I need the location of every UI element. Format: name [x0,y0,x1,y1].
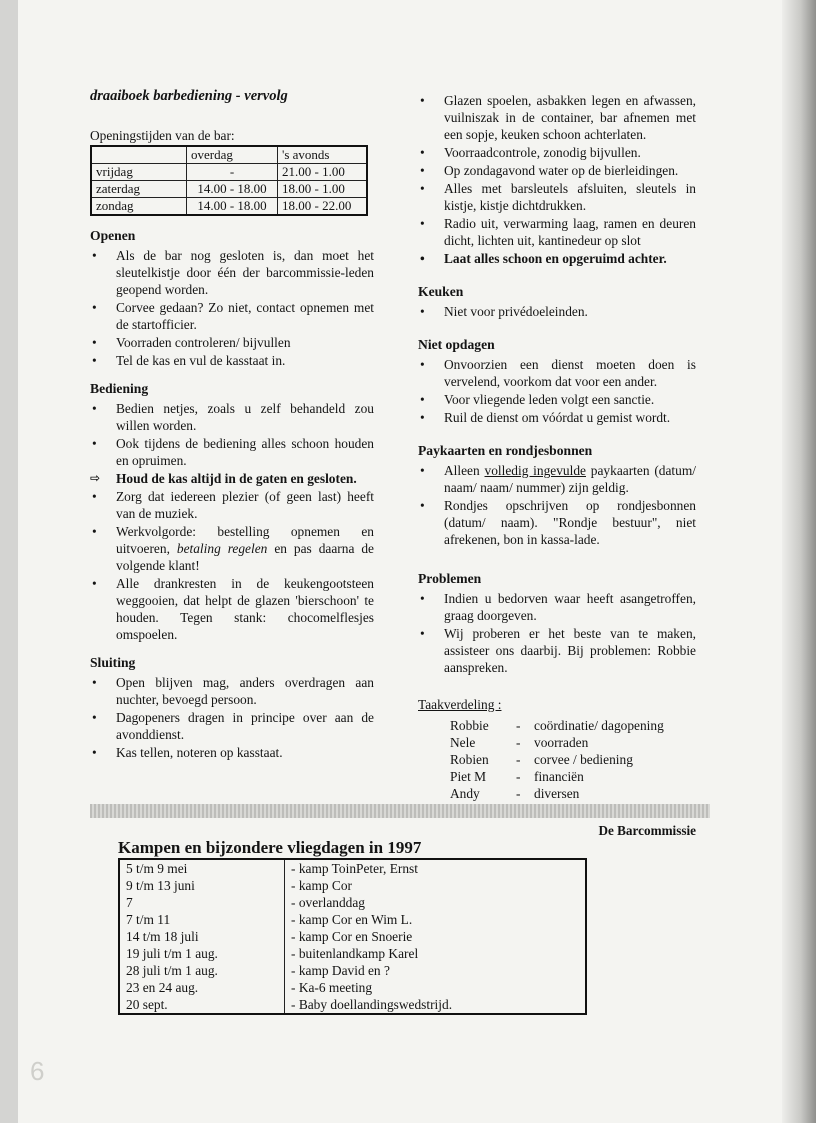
date-cell: 7 t/m 11 [119,911,285,928]
event-cell: - kamp David en ? [291,963,390,978]
signature: De Barcommissie [598,823,696,838]
section-divider [90,804,710,818]
dash-cell: - [516,752,521,767]
dash-cell: - [516,786,521,801]
event-cell: - buitenlandkamp Karel [291,946,419,961]
table-row [450,785,664,802]
table-row [91,181,367,198]
evening-cell: 18.00 - 22.00 [278,198,368,216]
event-text: kamp David en ? [298,963,390,978]
list-item-text: en pas daarna de volgende klant! [116,541,374,573]
table-row [119,928,586,945]
date-cell: 5 t/m 9 mei [119,859,285,877]
event-text: kamp Cor en Wim L. [298,912,413,927]
date-cell: 9 t/m 13 juni [119,877,285,894]
list-item: • Rondjes opschrijven op rondjesbonnen (datum/ naam). "Rondje bestuur", niet afrekenen, bon in kassa-lade. [418,497,696,548]
name-cell: Robbie [450,718,489,733]
opening-hours-label: Openingstijden van de bar: [90,128,235,143]
table-row [91,164,367,181]
table-row [119,859,586,877]
table-row [450,751,664,768]
daytime-cell: - [187,164,278,181]
sluiting-list [90,674,374,761]
name-cell: Nele [450,735,476,750]
table-row [450,734,664,751]
table-row [91,198,367,216]
day-cell: vrijdag [91,164,187,181]
event-cell: - kamp Cor en Snoerie [291,929,413,944]
dash-cell: - [516,735,521,750]
list-item: • Voor vliegende leden volgt een sanctie. [418,391,696,408]
taakverdeling-title: Taakverdeling : [418,697,502,712]
name-cell: Piet M [450,769,487,784]
list-item: • Alle drankresten in de keukengootsteen weggooien, dat helpt de glazen 'bierschoon' te houden. Tegen stank: chocomelflesjes omspoelen. [90,575,374,643]
kampen-title: Kampen en bijzondere vliegdagen in 1997 [118,838,422,857]
date-cell: 19 juli t/m 1 aug. [119,945,285,962]
date-cell: 20 sept. [119,996,285,1014]
list-item [418,462,696,496]
list-item-text: paykaarten (datum/ naam/ naam/ nummer) zijn geldig. [444,463,696,495]
list-item: • Dagopeners dragen in principe over aan de avonddienst. [90,709,374,743]
header-cell: 's avonds [278,146,368,164]
list-item: • Niet voor privédoeleinden. [418,303,696,320]
problemen-list [418,590,696,676]
list-item: • Open blijven mag, anders overdragen aan nuchter, bevoegd persoon. [90,674,374,708]
daytime-cell: 14.00 - 18.00 [187,181,278,198]
event-cell: - kamp Cor [291,878,352,893]
date-cell: 28 juli t/m 1 aug. [119,962,285,979]
list-item: • Indien u bedorven waar heeft asangetroffen, graag doorgeven. [418,590,696,624]
date-cell: 14 t/m 18 juli [119,928,285,945]
evening-cell: 21.00 - 1.00 [278,164,368,181]
event-text: Baby doellandingswedstrijd. [298,997,453,1012]
event-cell: - Ka-6 meeting [291,980,373,995]
event-cell: - kamp ToinPeter, Ernst [291,861,418,876]
day-cell: zaterdag [91,181,187,198]
list-item: • Laat alles schoon en opgeruimd achter. [418,250,696,267]
openen-list [90,247,374,369]
right-column [418,92,696,839]
niet-opdagen-list [418,356,696,426]
keuken-list [418,303,696,320]
task-cell: financiën [534,769,584,784]
daytime-cell: 14.00 - 18.00 [187,198,278,216]
list-item [90,523,374,574]
event-text: buitenlandkamp Karel [298,946,419,961]
table-row [119,911,586,928]
opening-hours-table [90,145,368,216]
afsluiten-list [418,92,696,267]
list-item: • Alles met barsleutels afsluiten, sleutels in kistje, kistje dichtdrukken. [418,180,696,214]
list-item: • Kas tellen, noteren op kasstaat. [90,744,374,761]
section-heading-niet-opdagen: Niet opdagen [418,337,495,352]
event-text: kamp Cor en Snoerie [298,929,413,944]
dash-cell: - [516,718,521,733]
day-cell: zondag [91,198,187,216]
emphasis-text: betaling regelen [176,541,268,556]
document-title: draaiboek barbediening - vervolg [90,88,288,104]
task-cell: diversen [534,786,580,801]
section-heading-bediening: Bediening [90,381,149,396]
header-cell: overdag [187,146,278,164]
list-item: • Zorg dat iedereen plezier (of geen last) heeft van de muziek. [90,488,374,522]
table-row [119,979,586,996]
page-edge-shadow [782,0,816,1123]
list-item: • Voorraden controleren/ bijvullen [90,334,374,351]
task-cell: corvee / bediening [534,752,633,767]
bediening-list [90,400,374,643]
section-heading-paykaarten: Paykaarten en rondjesbonnen [418,443,593,458]
event-text: Ka-6 meeting [298,980,373,995]
task-cell: coördinatie/ dagopening [534,718,664,733]
list-item: • Ruil de dienst om vóórdat u gemist wordt. [418,409,696,426]
date-cell: 7 [119,894,285,911]
section-heading-problemen: Problemen [418,571,482,586]
table-header-row [91,146,367,164]
table-row [119,894,586,911]
list-item: • Glazen spoelen, asbakken legen en afwassen, vuilniszak in de container, bar afnemen met een sopje, keuken schoon achterlaten. [418,92,696,143]
kampen-table [118,858,587,1015]
list-item: • Bedien netjes, zoals u zelf behandeld zou willen worden. [90,400,374,434]
page-number: 6 [30,1056,45,1086]
list-item: • Tel de kas en vul de kasstaat in. [90,352,374,369]
paykaarten-list [418,462,696,548]
section-heading-keuken: Keuken [418,284,464,299]
list-item: • Ook tijdens de bediening alles schoon houden en opruimen. [90,435,374,469]
event-text: kamp Cor [298,878,352,893]
list-item-highlight: ⇨ Houd de kas altijd in de gaten en gesloten. [90,470,374,487]
task-cell: voorraden [534,735,589,750]
date-cell: 23 en 24 aug. [119,979,285,996]
table-row [119,945,586,962]
table-row [119,962,586,979]
list-item: • Onvoorzien een dienst moeten doen is vervelend, voorkom dat voor een ander. [418,356,696,390]
list-item: • Op zondagavond water op de bierleidingen. [418,162,696,179]
section-heading-sluiting: Sluiting [90,655,136,670]
list-item: • Wij proberen er het beste van te maken, assisteer ons daarbij. Bij problemen: Robbie aanspreken. [418,625,696,676]
header-cell [91,146,187,164]
name-cell: Andy [450,786,480,801]
underlined-text: volledig ingevulde [484,463,586,478]
list-item: • Radio uit, verwarming laag, ramen en deuren dicht, lichten uit, kantinedeur op slot [418,215,696,249]
dash-cell: - [516,769,521,784]
left-column [90,88,374,762]
table-row [119,996,586,1014]
list-item-text: Alleen [444,463,480,478]
list-item: • Als de bar nog gesloten is, dan moet het sleutelkistje door één der barcommissie-leden geopend worden. [90,247,374,298]
event-text: kamp ToinPeter, Ernst [298,861,418,876]
event-text: overlanddag [298,895,365,910]
evening-cell: 18.00 - 1.00 [278,181,368,198]
event-cell: - kamp Cor en Wim L. [291,912,413,927]
list-item: • Corvee gedaan? Zo niet, contact opnemen met de startofficier. [90,299,374,333]
list-item-text: Werkvolgorde: bestelling opnemen en uitvoeren, [116,524,374,556]
name-cell: Robien [450,752,489,767]
list-item: • Voorraadcontrole, zonodig bijvullen. [418,144,696,161]
event-cell: - overlanddag [291,895,365,910]
table-row [450,768,664,785]
section-heading-openen: Openen [90,228,136,243]
event-cell: - Baby doellandingswedstrijd. [291,997,453,1012]
table-row [450,717,664,734]
table-row [119,877,586,894]
